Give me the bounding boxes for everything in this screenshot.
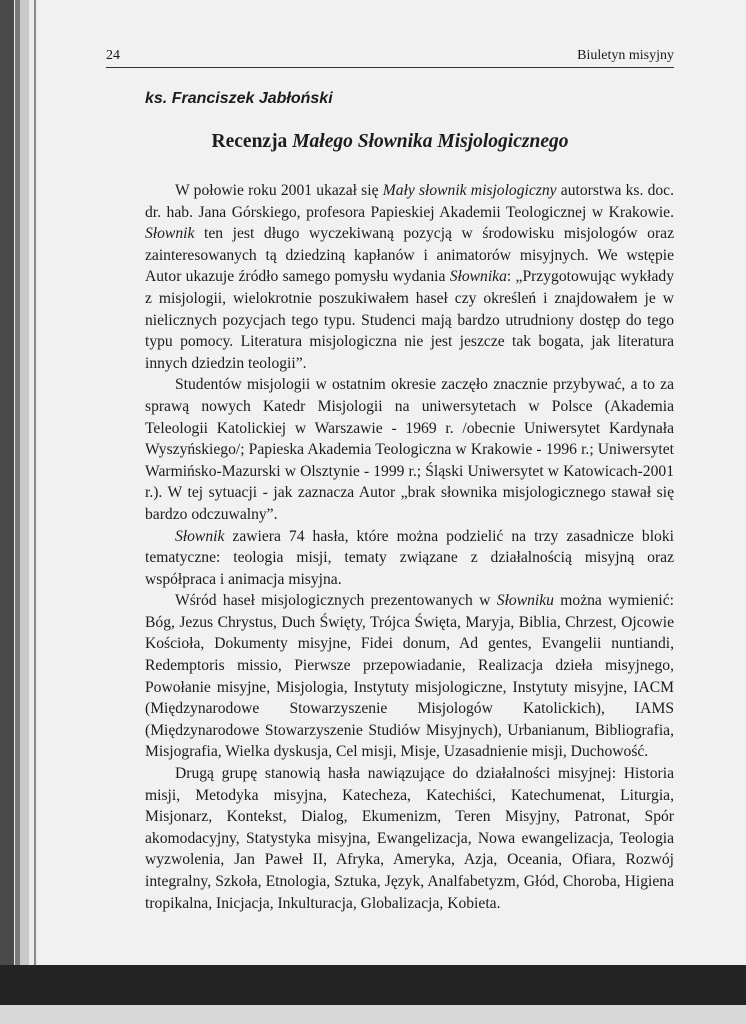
text-run: można wymienić: Bóg, Jezus Chrystus, Duch Święty, Trójca Święta, Maryja, Biblia, Chrzest, Ojcowie Kościoła, Dokumenty misyjne, Fidei donum, Ad gentes, Evangelii nuntiandi, Redemptoris missio, Pierwsze przepowiadanie, Realizacja dzieła misyjnego, Powołanie misyjne, Misjologia, Instytuty misjologiczne, Instytuty misyjne, IACM (Międzynarodowe Stowarzyszenie Misjologów Katolickich), IAMS (Międzynarodowe Stowarzyszenie Studiów Misyjnych), Urbanianum, Bibliografia, Misjografia, Wielka dyskusja, Cel misji, Misje, Uzasadnienie misji, Duchowość. — [145, 592, 674, 761]
title-italic: Małego Słownika Misjologicznego — [292, 131, 569, 152]
title-prefix: Recenzja — [211, 131, 293, 152]
text-run: Wśród haseł misjologicznych prezentowanych w — [175, 592, 497, 610]
paragraph-3 — [145, 526, 674, 591]
italic-run: Słownika — [449, 268, 507, 286]
paragraph-1 — [145, 180, 674, 374]
scan-spine-line — [34, 0, 36, 965]
page-number: 24 — [106, 48, 120, 63]
italic-run: Słowniku — [496, 592, 554, 610]
page-header — [106, 47, 674, 68]
italic-run: Mały słownik misjologiczny — [382, 182, 557, 199]
paragraph-4 — [145, 590, 674, 763]
scan-bottom-edge — [0, 1005, 746, 1024]
italic-run: Słownik — [175, 527, 225, 545]
text-run: zawiera 74 hasła, które można podzielić na trzy zasadnicze bloki tematyczne: teologia misji, tematy związane z działalnością misyjną oraz współpraca i animacja misyjna. — [145, 527, 674, 588]
scan-bottom-shadow — [0, 965, 746, 1005]
scan-spine-shadow — [0, 0, 14, 965]
text-run: W połowie roku 2001 ukazał się — [175, 182, 383, 199]
paragraph-5: Drugą grupę stanowią hasła nawiązujące do działalności misyjnej: Historia misji, Metodyka misyjna, Katecheza, Katechiści, Katechumenat, Liturgia, Misjonarz, Kontekst, Dialog, Ekumenizm, Teren Misyjny, Patronat, Spór akomodacyjny, Statystyka misyjna, Ewangelizacja, Nowa ewangelizacja, Teologia wyzwolenia, Jan Paweł II, Afryka, Ameryka, Azja, Oceania, Ofiara, Rozwój integralny, Szkoła, Etnologia, Sztuka, Język, Analfabetyzm, Głód, Choroba, Higiena tropikalna, Inicjacja, Inkulturacja, Globalizacja, Kobieta. — [145, 765, 674, 912]
scan-spine-gutter — [20, 0, 29, 965]
article-author: ks. Franciszek Jabłoński — [145, 90, 333, 107]
text-run: ten jest długo wyczekiwaną pozycją w środowisku misjologów oraz zainteresowanych tą dziedziną kapłanów i animatorów misyjnych. We wstępie Autor ukazuje źródło samego pomysłu wydania — [145, 225, 674, 286]
article-title — [106, 131, 674, 153]
text-run: autorstwa ks. doc. dr. hab. Jana Górskiego, profesora Papieskiej Akademii Teologicznej w Krakowie. — [145, 182, 674, 221]
text-run: : „Przygotowując wykłady z misjologii, wielokrotnie poszukiwałem haseł czy określeń i znajdowałem je w nielicznych pozycjach tego typu. Studenci mają bardzo utrudniony dostęp do tego typu pomocy. Literatura misjologiczna nie jest jeszcze tak bogata, jak literatura innych dziedzin teologii”. — [145, 268, 674, 372]
italic-run: Słownik — [145, 225, 195, 243]
running-title: Biuletyn misyjny — [577, 48, 674, 63]
paragraph-2: Studentów misjologii w ostatnim okresie zaczęło znacznie przybywać, a to za sprawą nowych Katedr Misjologii na uniwersytetach w Polsce (Akademia Teleologii Katolickiej w Warszawie - 1969 r. /obecnie Uniwersytet Kardynała Wyszyńskiego/; Papieska Akademia Teologiczna w Krakowie - 1996 r.; Uniwersytet Warmińsko-Mazurski w Olsztynie - 1999 r.; Śląski Uniwersytet w Katowicach-2001 r.). W tej sytuacji - jak zaznacza Autor „brak słownika misjologicznego stawał się bardzo odczuwalny”. — [145, 376, 674, 523]
article-body — [145, 180, 674, 914]
